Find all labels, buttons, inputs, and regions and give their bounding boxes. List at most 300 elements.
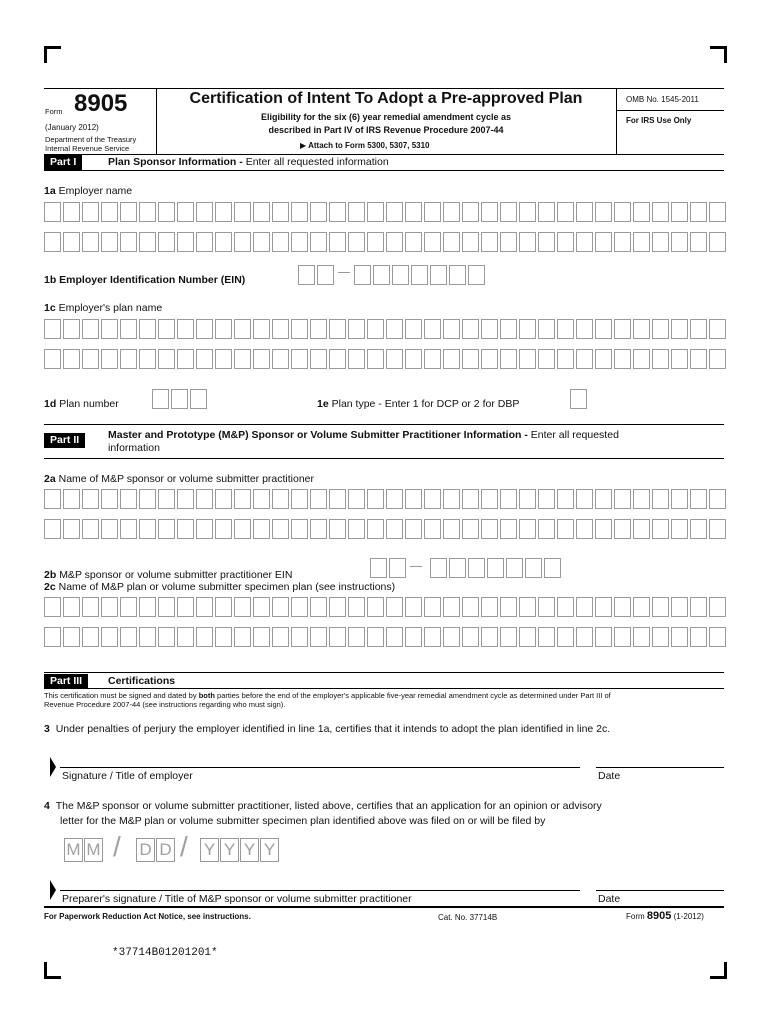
char-box[interactable] [272, 519, 289, 539]
char-box[interactable] [462, 519, 479, 539]
char-box[interactable] [44, 519, 61, 539]
char-box[interactable] [291, 627, 308, 647]
char-box[interactable] [652, 597, 669, 617]
char-box[interactable] [348, 202, 365, 222]
char-box[interactable] [386, 627, 403, 647]
char-box[interactable] [253, 597, 270, 617]
char-box[interactable] [671, 202, 688, 222]
char-box[interactable] [392, 265, 409, 285]
char-box[interactable] [671, 232, 688, 252]
char-box[interactable] [690, 232, 707, 252]
char-box[interactable] [177, 627, 194, 647]
char-box[interactable] [329, 597, 346, 617]
char-box[interactable] [652, 519, 669, 539]
char-box[interactable] [525, 558, 542, 578]
char-box[interactable] [386, 232, 403, 252]
sponsor-name-row-1[interactable] [44, 489, 728, 511]
char-box[interactable] [177, 519, 194, 539]
char-box[interactable] [652, 232, 669, 252]
char-box[interactable] [82, 489, 99, 509]
char-box[interactable] [443, 627, 460, 647]
char-box[interactable] [576, 202, 593, 222]
char-box[interactable] [291, 597, 308, 617]
char-box[interactable] [652, 319, 669, 339]
char-box[interactable] [82, 597, 99, 617]
char-box[interactable] [253, 489, 270, 509]
char-box[interactable] [101, 202, 118, 222]
char-box[interactable] [196, 202, 213, 222]
char-box[interactable] [215, 319, 232, 339]
char-box[interactable] [177, 597, 194, 617]
char-box[interactable] [63, 202, 80, 222]
char-box[interactable] [595, 597, 612, 617]
char-box[interactable] [424, 319, 441, 339]
char-box[interactable] [63, 627, 80, 647]
char-box[interactable] [633, 319, 650, 339]
char-box[interactable] [405, 627, 422, 647]
plan-name-row-2[interactable] [44, 349, 728, 371]
char-box[interactable] [389, 558, 406, 578]
char-box[interactable] [253, 519, 270, 539]
char-box[interactable] [44, 627, 61, 647]
char-box[interactable] [310, 489, 327, 509]
char-box[interactable] [468, 558, 485, 578]
char-box[interactable] [196, 489, 213, 509]
char-box[interactable] [298, 265, 315, 285]
char-box[interactable] [139, 597, 156, 617]
char-box[interactable] [63, 519, 80, 539]
char-box[interactable] [196, 519, 213, 539]
char-box[interactable] [272, 319, 289, 339]
char-box[interactable] [63, 597, 80, 617]
sponsor-ein-prefix[interactable] [370, 558, 408, 580]
plan-number-boxes[interactable] [152, 389, 209, 411]
char-box[interactable] [253, 349, 270, 369]
char-box[interactable] [329, 202, 346, 222]
char-box[interactable] [196, 627, 213, 647]
char-box[interactable] [449, 265, 466, 285]
char-box[interactable] [120, 232, 137, 252]
char-box[interactable] [576, 349, 593, 369]
char-box[interactable] [709, 519, 726, 539]
char-box[interactable] [519, 627, 536, 647]
char-box[interactable] [367, 232, 384, 252]
char-box[interactable] [544, 558, 561, 578]
char-box[interactable] [652, 202, 669, 222]
char-box[interactable] [329, 232, 346, 252]
char-box[interactable] [386, 519, 403, 539]
char-box[interactable] [481, 319, 498, 339]
char-box[interactable] [120, 349, 137, 369]
char-box[interactable] [120, 597, 137, 617]
char-box[interactable] [177, 202, 194, 222]
char-box[interactable] [557, 519, 574, 539]
employer-signature-line[interactable] [60, 767, 580, 768]
char-box[interactable] [424, 597, 441, 617]
char-box[interactable] [329, 349, 346, 369]
char-box[interactable] [101, 627, 118, 647]
char-box[interactable] [177, 349, 194, 369]
char-box[interactable] [462, 319, 479, 339]
char-box[interactable] [500, 519, 517, 539]
char-box[interactable] [234, 319, 251, 339]
char-box[interactable] [158, 627, 175, 647]
char-box[interactable] [354, 265, 371, 285]
char-box[interactable] [370, 558, 387, 578]
char-box[interactable] [44, 489, 61, 509]
char-box[interactable] [139, 519, 156, 539]
char-box[interactable] [152, 389, 169, 409]
char-box[interactable] [481, 202, 498, 222]
char-box[interactable] [424, 232, 441, 252]
char-box[interactable] [538, 232, 555, 252]
char-box[interactable] [291, 489, 308, 509]
char-box[interactable] [139, 319, 156, 339]
char-box[interactable] [519, 489, 536, 509]
char-box[interactable] [557, 232, 574, 252]
char-box[interactable] [481, 489, 498, 509]
char-box[interactable] [196, 319, 213, 339]
char-box[interactable] [215, 232, 232, 252]
char-box[interactable] [557, 319, 574, 339]
char-box[interactable] [614, 349, 631, 369]
char-box[interactable] [139, 349, 156, 369]
char-box[interactable] [690, 319, 707, 339]
char-box[interactable] [519, 597, 536, 617]
char-box[interactable] [291, 349, 308, 369]
char-box[interactable] [310, 627, 327, 647]
char-box[interactable] [348, 489, 365, 509]
char-box[interactable] [481, 627, 498, 647]
char-box[interactable] [443, 489, 460, 509]
char-box[interactable] [177, 489, 194, 509]
char-box[interactable] [348, 627, 365, 647]
char-box[interactable] [519, 319, 536, 339]
char-box[interactable] [500, 319, 517, 339]
char-box[interactable] [633, 519, 650, 539]
char-box[interactable] [671, 597, 688, 617]
plan-type-box[interactable] [570, 389, 589, 411]
char-box[interactable] [367, 349, 384, 369]
char-box[interactable] [101, 597, 118, 617]
char-box[interactable] [519, 232, 536, 252]
char-box[interactable] [272, 202, 289, 222]
char-box[interactable] [424, 202, 441, 222]
char-box[interactable] [139, 232, 156, 252]
char-box[interactable] [500, 597, 517, 617]
char-box[interactable] [158, 597, 175, 617]
char-box[interactable] [595, 349, 612, 369]
char-box[interactable] [63, 232, 80, 252]
char-box[interactable] [595, 627, 612, 647]
char-box[interactable] [329, 519, 346, 539]
char-box[interactable] [430, 558, 447, 578]
char-box[interactable] [595, 519, 612, 539]
char-box[interactable] [557, 627, 574, 647]
char-box[interactable] [215, 202, 232, 222]
employer-ein-suffix[interactable] [354, 265, 487, 287]
char-box[interactable] [443, 519, 460, 539]
char-box[interactable] [158, 519, 175, 539]
char-box[interactable] [462, 627, 479, 647]
char-box[interactable] [633, 597, 650, 617]
char-box[interactable] [158, 349, 175, 369]
char-box[interactable] [462, 232, 479, 252]
char-box[interactable] [272, 627, 289, 647]
char-box[interactable] [373, 265, 390, 285]
char-box[interactable] [348, 597, 365, 617]
char-box[interactable] [614, 202, 631, 222]
char-box[interactable] [709, 202, 726, 222]
char-box[interactable] [671, 519, 688, 539]
char-box[interactable] [367, 627, 384, 647]
char-box[interactable] [487, 558, 504, 578]
char-box[interactable] [253, 202, 270, 222]
specimen-plan-row-1[interactable] [44, 597, 728, 619]
char-box[interactable] [253, 627, 270, 647]
char-box[interactable] [63, 319, 80, 339]
char-box[interactable] [386, 597, 403, 617]
char-box[interactable] [348, 349, 365, 369]
char-box[interactable] [234, 519, 251, 539]
char-box[interactable] [570, 389, 587, 409]
char-box[interactable] [557, 489, 574, 509]
char-box[interactable] [120, 319, 137, 339]
char-box[interactable] [177, 319, 194, 339]
char-box[interactable] [576, 489, 593, 509]
char-box[interactable] [424, 489, 441, 509]
char-box[interactable] [690, 627, 707, 647]
char-box[interactable] [158, 489, 175, 509]
char-box[interactable] [367, 519, 384, 539]
char-box[interactable] [481, 519, 498, 539]
char-box[interactable] [386, 202, 403, 222]
char-box[interactable] [462, 202, 479, 222]
char-box[interactable] [120, 627, 137, 647]
char-box[interactable] [576, 627, 593, 647]
char-box[interactable] [63, 489, 80, 509]
char-box[interactable] [538, 319, 555, 339]
char-box[interactable] [215, 597, 232, 617]
char-box[interactable] [519, 349, 536, 369]
char-box[interactable] [101, 319, 118, 339]
char-box[interactable] [709, 349, 726, 369]
char-box[interactable] [538, 627, 555, 647]
char-box[interactable] [405, 489, 422, 509]
char-box[interactable] [652, 627, 669, 647]
char-box[interactable] [310, 319, 327, 339]
char-box[interactable] [310, 232, 327, 252]
employer-ein-prefix[interactable] [298, 265, 336, 287]
char-box[interactable] [443, 319, 460, 339]
char-box[interactable] [190, 389, 207, 409]
char-box[interactable] [424, 519, 441, 539]
employer-name-row-2[interactable] [44, 232, 728, 254]
char-box[interactable] [595, 489, 612, 509]
char-box[interactable] [196, 597, 213, 617]
char-box[interactable] [614, 319, 631, 339]
char-box[interactable] [44, 349, 61, 369]
char-box[interactable] [633, 232, 650, 252]
char-box[interactable] [576, 597, 593, 617]
char-box[interactable] [139, 627, 156, 647]
char-box[interactable] [500, 202, 517, 222]
char-box[interactable] [519, 202, 536, 222]
sponsor-ein-suffix[interactable] [430, 558, 563, 580]
char-box[interactable] [291, 519, 308, 539]
char-box[interactable] [443, 232, 460, 252]
char-box[interactable] [234, 349, 251, 369]
char-box[interactable] [215, 627, 232, 647]
char-box[interactable] [272, 349, 289, 369]
char-box[interactable] [405, 597, 422, 617]
char-box[interactable] [82, 319, 99, 339]
char-box[interactable] [538, 519, 555, 539]
char-box[interactable] [215, 349, 232, 369]
char-box[interactable] [386, 489, 403, 509]
char-box[interactable] [430, 265, 447, 285]
char-box[interactable] [595, 202, 612, 222]
char-box[interactable] [500, 232, 517, 252]
char-box[interactable] [633, 489, 650, 509]
char-box[interactable] [538, 489, 555, 509]
char-box[interactable] [671, 627, 688, 647]
char-box[interactable] [101, 232, 118, 252]
char-box[interactable] [614, 519, 631, 539]
char-box[interactable] [44, 597, 61, 617]
char-box[interactable] [614, 489, 631, 509]
char-box[interactable] [272, 232, 289, 252]
char-box[interactable] [120, 519, 137, 539]
char-box[interactable] [291, 232, 308, 252]
char-box[interactable] [443, 202, 460, 222]
char-box[interactable] [310, 597, 327, 617]
char-box[interactable] [424, 349, 441, 369]
char-box[interactable] [272, 597, 289, 617]
specimen-plan-row-2[interactable] [44, 627, 728, 649]
char-box[interactable] [576, 319, 593, 339]
char-box[interactable] [690, 597, 707, 617]
char-box[interactable] [481, 232, 498, 252]
char-box[interactable] [652, 349, 669, 369]
char-box[interactable] [196, 232, 213, 252]
char-box[interactable] [614, 597, 631, 617]
char-box[interactable] [576, 232, 593, 252]
char-box[interactable] [709, 597, 726, 617]
char-box[interactable] [557, 349, 574, 369]
char-box[interactable] [348, 319, 365, 339]
char-box[interactable] [443, 597, 460, 617]
char-box[interactable] [291, 202, 308, 222]
char-box[interactable] [405, 519, 422, 539]
char-box[interactable] [709, 627, 726, 647]
char-box[interactable] [690, 519, 707, 539]
char-box[interactable] [329, 319, 346, 339]
char-box[interactable] [158, 202, 175, 222]
char-box[interactable] [291, 319, 308, 339]
char-box[interactable] [329, 489, 346, 509]
filing-date-year[interactable] [200, 838, 280, 862]
char-box[interactable] [595, 232, 612, 252]
char-box[interactable] [171, 389, 188, 409]
char-box[interactable] [405, 319, 422, 339]
char-box[interactable] [614, 232, 631, 252]
char-box[interactable] [177, 232, 194, 252]
char-box[interactable] [253, 319, 270, 339]
char-box[interactable] [158, 232, 175, 252]
char-box[interactable] [557, 202, 574, 222]
char-box[interactable] [500, 349, 517, 369]
char-box[interactable] [595, 319, 612, 339]
char-box[interactable] [614, 627, 631, 647]
char-box[interactable] [443, 349, 460, 369]
char-box[interactable] [557, 597, 574, 617]
char-box[interactable] [139, 489, 156, 509]
char-box[interactable] [310, 519, 327, 539]
char-box[interactable] [690, 202, 707, 222]
char-box[interactable] [481, 349, 498, 369]
char-box[interactable] [500, 627, 517, 647]
char-box[interactable] [506, 558, 523, 578]
char-box[interactable] [101, 489, 118, 509]
char-box[interactable] [538, 597, 555, 617]
char-box[interactable] [63, 349, 80, 369]
sponsor-name-row-2[interactable] [44, 519, 728, 541]
char-box[interactable] [671, 319, 688, 339]
char-box[interactable] [158, 319, 175, 339]
char-box[interactable] [671, 349, 688, 369]
char-box[interactable] [449, 558, 466, 578]
char-box[interactable] [253, 232, 270, 252]
char-box[interactable] [310, 202, 327, 222]
char-box[interactable] [690, 489, 707, 509]
filing-date-day[interactable] [136, 838, 176, 862]
char-box[interactable] [709, 489, 726, 509]
char-box[interactable] [500, 489, 517, 509]
char-box[interactable] [317, 265, 334, 285]
filing-date-month[interactable] [64, 838, 104, 862]
char-box[interactable] [411, 265, 428, 285]
employer-name-row-1[interactable] [44, 202, 728, 224]
char-box[interactable] [367, 202, 384, 222]
char-box[interactable] [82, 202, 99, 222]
char-box[interactable] [367, 489, 384, 509]
char-box[interactable] [462, 597, 479, 617]
char-box[interactable] [234, 202, 251, 222]
char-box[interactable] [424, 627, 441, 647]
char-box[interactable] [329, 627, 346, 647]
char-box[interactable] [462, 349, 479, 369]
char-box[interactable] [44, 202, 61, 222]
char-box[interactable] [633, 202, 650, 222]
char-box[interactable] [367, 597, 384, 617]
preparer-signature-line[interactable] [60, 890, 580, 891]
char-box[interactable] [405, 232, 422, 252]
char-box[interactable] [538, 202, 555, 222]
char-box[interactable] [234, 489, 251, 509]
char-box[interactable] [82, 232, 99, 252]
char-box[interactable] [310, 349, 327, 369]
char-box[interactable] [671, 489, 688, 509]
char-box[interactable] [576, 519, 593, 539]
char-box[interactable] [101, 349, 118, 369]
char-box[interactable] [386, 319, 403, 339]
char-box[interactable] [44, 232, 61, 252]
char-box[interactable] [519, 519, 536, 539]
plan-name-row-1[interactable] [44, 319, 728, 341]
char-box[interactable] [82, 519, 99, 539]
char-box[interactable] [709, 232, 726, 252]
